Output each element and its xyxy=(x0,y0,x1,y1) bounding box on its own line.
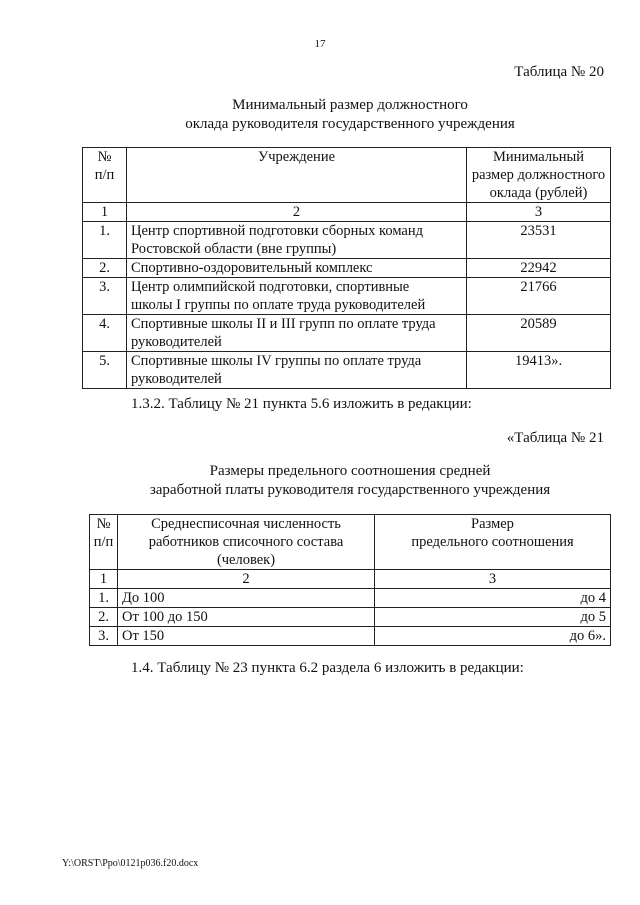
row-institution xyxy=(127,315,467,352)
header-staff-count xyxy=(118,515,375,570)
header-salary-line2: размер должностного xyxy=(471,167,606,183)
table-row xyxy=(83,222,611,259)
table-row xyxy=(90,627,611,646)
header-staff-line2: работников списочного состава xyxy=(148,534,344,550)
row-ratio: до 5 xyxy=(375,608,611,627)
header-institution: Учреждение xyxy=(127,148,467,203)
row-num: 3. xyxy=(90,627,118,646)
colnum-cell: 1 xyxy=(90,570,118,589)
table-20-colnum-row xyxy=(83,203,611,222)
row-ratio: до 6». xyxy=(375,627,611,646)
table-21-label: «Таблица № 21 xyxy=(506,430,604,446)
header-num-line1: № xyxy=(96,516,111,532)
table-20-title xyxy=(60,96,640,134)
row-salary: 19413». xyxy=(467,352,611,389)
row-institution-line: руководителей xyxy=(131,334,222,350)
table-21-title xyxy=(60,462,640,500)
table-row xyxy=(83,278,611,315)
header-salary xyxy=(467,148,611,203)
table-21-header-row xyxy=(90,515,611,570)
row-staff-count: От 150 xyxy=(118,627,375,646)
table-20-label: Таблица № 20 xyxy=(514,64,604,80)
table-21-title-line2: заработной платы руководителя государственного учреждения xyxy=(149,482,551,498)
row-institution xyxy=(127,222,467,259)
colnum-cell: 3 xyxy=(375,570,611,589)
colnum-cell: 2 xyxy=(127,203,467,222)
table-20-title-line2: оклада руководителя государственного учреждения xyxy=(185,116,515,132)
table-21 xyxy=(89,514,611,646)
row-num: 3. xyxy=(83,278,127,315)
row-num: 2. xyxy=(90,608,118,627)
row-num: 1. xyxy=(90,589,118,608)
header-ratio-line1: Размер xyxy=(471,516,514,532)
row-institution-line: школы I группы по оплате труда руководителей xyxy=(131,297,426,313)
table-20-header-row xyxy=(83,148,611,203)
header-num-line2: п/п xyxy=(93,534,114,550)
header-salary-line1: Минимальный xyxy=(493,149,584,165)
table-row xyxy=(90,608,611,627)
table-20-title-line1: Минимальный размер должностного xyxy=(232,97,468,113)
header-num-line2: п/п xyxy=(94,167,115,183)
footer-file-path: Y:\ORST\Ppo\0121p036.f20.docx xyxy=(62,858,199,869)
table-row xyxy=(83,352,611,389)
table-20 xyxy=(82,147,611,389)
page-number: 17 xyxy=(314,38,326,50)
table-21-colnum-row xyxy=(90,570,611,589)
paragraph-1-3-2: 1.3.2. Таблицу № 21 пункта 5.6 изложить в редакции: xyxy=(131,396,472,412)
paragraph-1-4: 1.4. Таблицу № 23 пункта 6.2 раздела 6 изложить в редакции: xyxy=(131,660,524,676)
row-num: 5. xyxy=(83,352,127,389)
row-institution xyxy=(127,278,467,315)
colnum-cell: 3 xyxy=(467,203,611,222)
row-num: 1. xyxy=(83,222,127,259)
header-ratio-line2: предельного соотношения xyxy=(411,534,574,550)
row-institution-line: Спортивные школы IV группы по оплате труда xyxy=(131,353,422,369)
table-21-title-line1: Размеры предельного соотношения средней xyxy=(209,463,491,479)
row-institution-line: Центр спортивной подготовки сборных команд xyxy=(131,223,423,239)
row-institution-line: Ростовской области (вне группы) xyxy=(131,241,337,257)
row-salary: 22942 xyxy=(467,259,611,278)
table-row xyxy=(83,315,611,352)
header-num xyxy=(90,515,118,570)
row-staff-count: До 100 xyxy=(118,589,375,608)
header-staff-line1: Среднесписочная численность xyxy=(151,516,341,532)
row-institution-line: Спортивные школы II и III групп по оплате труда xyxy=(131,316,436,332)
header-num-line1: № xyxy=(97,149,112,165)
row-institution: Спортивно-оздоровительный комплекс xyxy=(127,259,467,278)
row-num: 2. xyxy=(83,259,127,278)
row-num: 4. xyxy=(83,315,127,352)
row-staff-count: От 100 до 150 xyxy=(118,608,375,627)
header-num xyxy=(83,148,127,203)
row-ratio: до 4 xyxy=(375,589,611,608)
table-row xyxy=(83,259,611,278)
row-salary: 20589 xyxy=(467,315,611,352)
row-institution xyxy=(127,352,467,389)
row-institution-line: Центр олимпийской подготовки, спортивные xyxy=(131,279,410,295)
table-row xyxy=(90,589,611,608)
header-ratio xyxy=(375,515,611,570)
header-staff-line3: (человек) xyxy=(216,552,276,568)
row-salary: 21766 xyxy=(467,278,611,315)
row-salary: 23531 xyxy=(467,222,611,259)
row-institution-line: руководителей xyxy=(131,371,222,387)
colnum-cell: 2 xyxy=(118,570,375,589)
colnum-cell: 1 xyxy=(83,203,127,222)
header-salary-line3: оклада (рублей) xyxy=(489,185,588,201)
